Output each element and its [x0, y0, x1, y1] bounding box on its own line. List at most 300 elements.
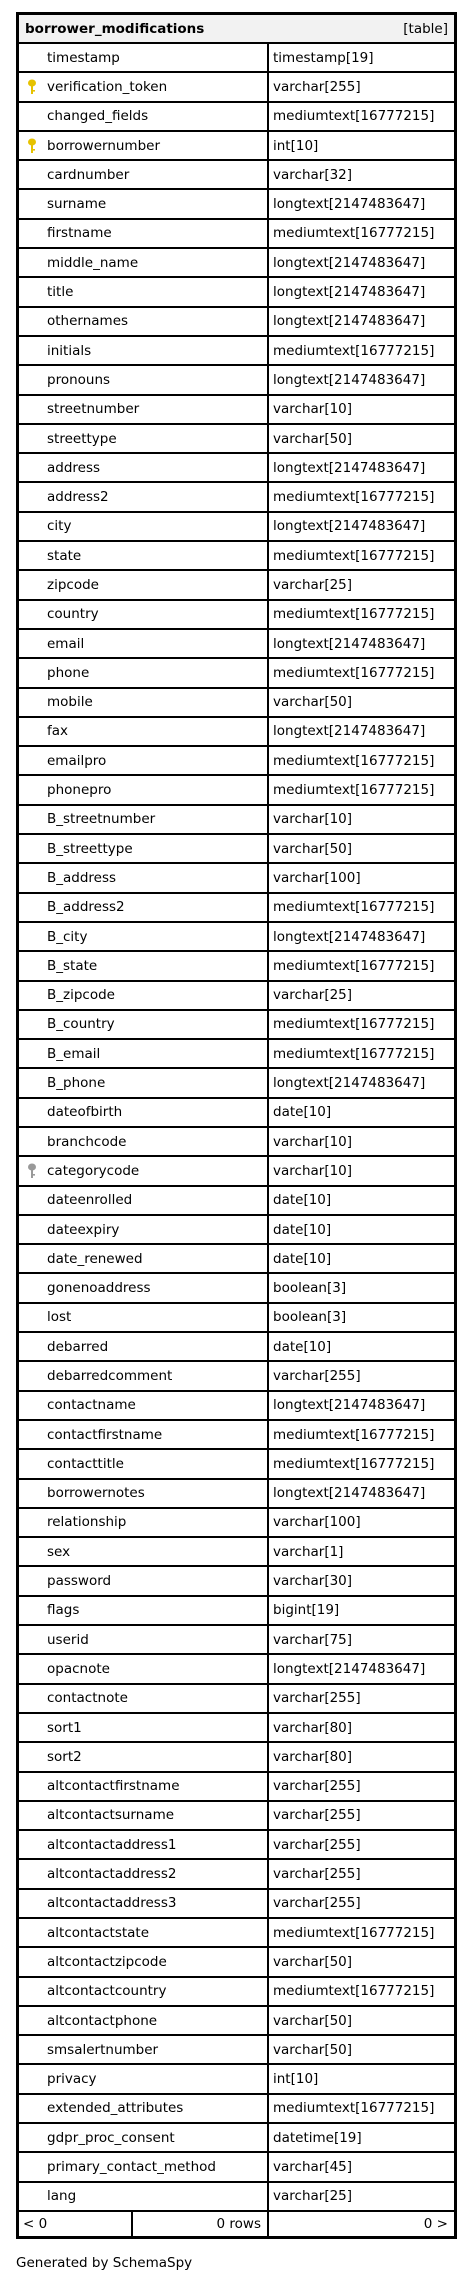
column-name[interactable]: privacy	[47, 2071, 97, 2088]
column-name[interactable]: streettype	[47, 430, 117, 447]
key-slot	[27, 1806, 47, 1824]
column-name[interactable]: password	[47, 1573, 112, 1590]
key-slot	[27, 2129, 47, 2147]
key-slot	[27, 1601, 47, 1619]
column-type: varchar[10]	[273, 1162, 353, 1179]
column-name[interactable]: address2	[47, 489, 109, 506]
generated-by-label: Generated by SchemaSpy	[16, 2255, 193, 2271]
key-slot	[27, 693, 47, 711]
column-list	[19, 44, 454, 2212]
key-slot	[27, 488, 47, 506]
column-row	[19, 835, 454, 864]
column-row	[19, 1304, 454, 1333]
column-type: longtext[2147483647]	[273, 928, 426, 945]
column-name[interactable]: surname	[47, 196, 107, 213]
column-type: varchar[255]	[273, 1895, 361, 1912]
column-type: longtext[2147483647]	[273, 196, 426, 213]
column-row	[19, 366, 454, 395]
column-row	[19, 1157, 454, 1186]
column-type: mediumtext[16777215]	[273, 1924, 435, 1941]
column-name[interactable]: altcontactaddress3	[47, 1895, 177, 1912]
column-name-cell	[19, 103, 269, 130]
column-row	[19, 689, 454, 718]
column-type: mediumtext[16777215]	[273, 225, 435, 242]
column-row	[19, 542, 454, 571]
key-slot	[27, 1221, 47, 1239]
column-row	[19, 132, 454, 161]
column-name[interactable]: country	[47, 606, 99, 623]
column-name[interactable]: borrowernotes	[47, 1485, 145, 1502]
column-row	[19, 1274, 454, 1303]
column-name-cell	[19, 1421, 269, 1448]
column-row	[19, 1099, 454, 1128]
column-name[interactable]: borrowernumber	[47, 137, 161, 154]
column-row	[19, 1538, 454, 1567]
column-row	[19, 2095, 454, 2124]
column-type: longtext[2147483647]	[273, 1075, 426, 1092]
column-name[interactable]: sort1	[47, 1719, 82, 1736]
column-name[interactable]: altcontactcountry	[47, 1983, 167, 2000]
key-slot	[27, 1074, 47, 1092]
column-name[interactable]: primary_contact_method	[47, 2159, 216, 2176]
column-name[interactable]: smsalertnumber	[47, 2041, 159, 2058]
column-row	[19, 776, 454, 805]
column-name[interactable]: altcontactaddress2	[47, 1866, 177, 1883]
column-name[interactable]: relationship	[47, 1514, 127, 1531]
column-type: date[10]	[273, 1250, 332, 1267]
key-slot	[27, 254, 47, 272]
key-slot	[27, 195, 47, 213]
column-name[interactable]: sex	[47, 1543, 71, 1560]
column-type: varchar[1]	[273, 1543, 344, 1560]
column-name-cell	[19, 1773, 269, 1800]
column-name[interactable]: phone	[47, 664, 90, 681]
key-slot	[27, 1924, 47, 1942]
column-name-cell	[19, 982, 269, 1009]
column-row	[19, 2036, 454, 2065]
column-name-cell	[19, 1831, 269, 1858]
column-row	[19, 601, 454, 630]
column-name-cell	[19, 1860, 269, 1887]
column-type: mediumtext[16777215]	[273, 899, 435, 916]
column-row	[19, 2183, 454, 2212]
key-slot	[27, 1953, 47, 1971]
column-type: mediumtext[16777215]	[273, 1426, 435, 1443]
table-kind: [table]	[403, 20, 448, 37]
column-type: mediumtext[16777215]	[273, 342, 435, 359]
column-name[interactable]: contacttitle	[47, 1455, 124, 1472]
column-name-cell	[19, 190, 269, 217]
column-name-cell	[19, 542, 269, 569]
column-type: varchar[45]	[273, 2159, 353, 2176]
column-type: longtext[2147483647]	[273, 459, 426, 476]
column-type: varchar[50]	[273, 2012, 353, 2029]
column-name[interactable]: address	[47, 459, 101, 476]
key-slot	[27, 2070, 47, 2088]
column-type: varchar[100]	[273, 1514, 361, 1531]
column-name-cell	[19, 1333, 269, 1360]
column-type: varchar[50]	[273, 694, 353, 711]
column-name-cell	[19, 923, 269, 950]
key-slot	[27, 547, 47, 565]
column-row	[19, 571, 454, 600]
column-name[interactable]: B_country	[47, 1016, 115, 1033]
column-name-cell	[19, 483, 269, 510]
column-name-cell	[19, 1011, 269, 1038]
column-name[interactable]: userid	[47, 1631, 89, 1648]
column-name[interactable]: B_state	[47, 957, 98, 974]
column-name-cell	[19, 659, 269, 686]
column-row	[19, 1597, 454, 1626]
key-slot	[27, 928, 47, 946]
column-name-cell	[19, 1216, 269, 1243]
column-row	[19, 718, 454, 747]
column-name[interactable]: B_email	[47, 1045, 101, 1062]
column-row	[19, 1802, 454, 1831]
column-row	[19, 2007, 454, 2036]
column-name[interactable]: B_address2	[47, 899, 125, 916]
key-slot	[27, 517, 47, 535]
column-name-cell	[19, 571, 269, 598]
column-row	[19, 1450, 454, 1479]
column-type: varchar[10]	[273, 401, 353, 418]
column-name-cell	[19, 2095, 269, 2122]
column-name-cell	[19, 1274, 269, 1301]
column-name[interactable]: altcontactsurname	[47, 1807, 175, 1824]
column-name[interactable]: altcontactfirstname	[47, 1778, 180, 1795]
column-name[interactable]: altcontactphone	[47, 2012, 158, 2029]
column-name[interactable]: contactfirstname	[47, 1426, 163, 1443]
key-slot	[27, 664, 47, 682]
column-name-cell	[19, 601, 269, 628]
column-name-cell	[19, 1509, 269, 1536]
primary-key-icon	[27, 78, 47, 96]
key-slot	[27, 957, 47, 975]
column-type: longtext[2147483647]	[273, 635, 426, 652]
key-slot	[27, 1836, 47, 1854]
column-name-cell	[19, 864, 269, 891]
column-name-cell	[19, 249, 269, 276]
column-name[interactable]: phonepro	[47, 782, 112, 799]
key-slot	[27, 49, 47, 67]
table-box	[16, 12, 457, 2239]
column-name[interactable]: contactnote	[47, 1690, 128, 1707]
column-name-cell	[19, 1655, 269, 1682]
column-name[interactable]: timestamp	[47, 49, 120, 66]
column-name[interactable]: debarredcomment	[47, 1368, 173, 1384]
key-slot	[27, 605, 47, 623]
column-type: varchar[80]	[273, 1748, 353, 1765]
column-name[interactable]: B_city	[47, 928, 88, 945]
key-slot	[27, 1513, 47, 1531]
column-name[interactable]: cardnumber	[47, 166, 130, 183]
column-type: mediumtext[16777215]	[273, 752, 435, 769]
key-slot	[27, 224, 47, 242]
key-slot	[27, 1982, 47, 2000]
column-name[interactable]: initials	[47, 342, 92, 359]
column-name[interactable]: altcontactaddress1	[47, 1836, 177, 1853]
column-row	[19, 1480, 454, 1509]
column-name-cell	[19, 1040, 269, 1067]
key-slot	[27, 1250, 47, 1268]
column-name-cell	[19, 1157, 269, 1184]
column-row	[19, 659, 454, 688]
column-name-cell	[19, 2153, 269, 2180]
row-count: 0 rows	[133, 2212, 269, 2236]
key-slot	[27, 1133, 47, 1151]
column-name[interactable]: altcontactzipcode	[47, 1953, 167, 1970]
key-slot	[27, 283, 47, 301]
column-name[interactable]: zipcode	[47, 576, 99, 593]
column-name-cell	[19, 308, 269, 335]
key-slot	[27, 1338, 47, 1356]
column-name[interactable]: verification_token	[47, 78, 168, 95]
column-name-cell	[19, 1362, 269, 1389]
column-name[interactable]: othernames	[47, 313, 129, 330]
column-name-cell	[19, 718, 269, 745]
column-name-cell	[19, 1802, 269, 1829]
column-type: mediumtext[16777215]	[273, 108, 435, 125]
column-row	[19, 952, 454, 981]
column-name-cell	[19, 1069, 269, 1096]
column-type: longtext[2147483647]	[273, 1397, 426, 1414]
key-slot	[27, 840, 47, 858]
column-name[interactable]: dateexpiry	[47, 1221, 120, 1238]
column-name[interactable]: middle_name	[47, 254, 139, 271]
column-name-cell	[19, 1685, 269, 1712]
key-slot	[27, 1396, 47, 1414]
parents-count[interactable]: < 0	[19, 2212, 133, 2236]
column-name-cell	[19, 1743, 269, 1770]
column-type: date[10]	[273, 1338, 332, 1355]
column-type: longtext[2147483647]	[273, 371, 426, 388]
column-row	[19, 454, 454, 483]
column-row	[19, 1890, 454, 1919]
column-name-cell	[19, 2036, 269, 2063]
column-row	[19, 1362, 454, 1391]
column-type: mediumtext[16777215]	[273, 957, 435, 974]
column-name[interactable]: date_renewed	[47, 1250, 143, 1267]
column-row	[19, 747, 454, 776]
column-row	[19, 483, 454, 512]
column-row	[19, 278, 454, 307]
key-slot	[27, 312, 47, 330]
column-type: longtext[2147483647]	[273, 284, 426, 301]
column-name[interactable]: mobile	[47, 694, 93, 711]
column-name[interactable]: changed_fields	[47, 108, 149, 125]
column-name-cell	[19, 1948, 269, 1975]
column-name-cell	[19, 1890, 269, 1917]
column-name-cell	[19, 337, 269, 364]
column-name[interactable]: dateofbirth	[47, 1104, 123, 1121]
column-name-cell	[19, 1304, 269, 1331]
column-row	[19, 1216, 454, 1245]
column-row	[19, 425, 454, 454]
column-row	[19, 1509, 454, 1538]
column-name[interactable]: gdpr_proc_consent	[47, 2129, 175, 2146]
key-slot	[27, 722, 47, 740]
column-row	[19, 513, 454, 542]
column-name[interactable]: title	[47, 284, 74, 301]
column-type: longtext[2147483647]	[273, 518, 426, 535]
column-row	[19, 1333, 454, 1362]
column-name-cell	[19, 278, 269, 305]
column-row	[19, 1655, 454, 1684]
column-type: timestamp[19]	[273, 49, 374, 66]
key-slot	[27, 107, 47, 125]
column-name[interactable]: dateenrolled	[47, 1192, 133, 1209]
column-type: varchar[255]	[273, 1778, 361, 1795]
column-name-cell	[19, 1919, 269, 1946]
column-name-cell	[19, 1099, 269, 1126]
column-row	[19, 2153, 454, 2182]
column-type: varchar[50]	[273, 840, 353, 857]
column-name[interactable]: flags	[47, 1602, 80, 1619]
column-row	[19, 1831, 454, 1860]
key-slot	[27, 371, 47, 389]
column-name-cell	[19, 2065, 269, 2092]
key-slot	[27, 1894, 47, 1912]
key-slot	[27, 1426, 47, 1444]
column-name-cell	[19, 1714, 269, 1741]
column-name[interactable]: firstname	[47, 225, 112, 242]
column-type: int[10]	[273, 2071, 319, 2088]
column-name[interactable]: state	[47, 547, 82, 564]
column-name[interactable]: emailpro	[47, 752, 107, 769]
column-name[interactable]: email	[47, 635, 85, 652]
column-name-cell	[19, 1626, 269, 1653]
children-count[interactable]: 0 >	[423, 2215, 448, 2232]
column-row	[19, 1685, 454, 1714]
column-type: mediumtext[16777215]	[273, 489, 435, 506]
column-row	[19, 923, 454, 952]
column-name[interactable]: B_streetnumber	[47, 811, 156, 828]
column-row	[19, 1948, 454, 1977]
column-type: varchar[255]	[273, 1807, 361, 1824]
column-type: varchar[10]	[273, 811, 353, 828]
column-row	[19, 864, 454, 893]
column-type: int[10]	[273, 137, 319, 154]
column-name[interactable]: lang	[47, 2188, 77, 2205]
column-type: date[10]	[273, 1192, 332, 1209]
column-row	[19, 1128, 454, 1157]
column-name-cell	[19, 1128, 269, 1155]
column-name[interactable]: B_streettype	[47, 840, 133, 857]
table-header	[19, 15, 454, 44]
column-row	[19, 1773, 454, 1802]
foreign-key-icon	[27, 1162, 47, 1180]
key-slot	[27, 1455, 47, 1473]
column-row	[19, 630, 454, 659]
key-slot	[27, 1748, 47, 1766]
column-row	[19, 220, 454, 249]
column-type: datetime[19]	[273, 2129, 362, 2146]
column-row	[19, 73, 454, 102]
column-name[interactable]: B_zipcode	[47, 987, 115, 1004]
column-name-cell	[19, 689, 269, 716]
column-name[interactable]: city	[47, 518, 72, 535]
column-name[interactable]: altcontactstate	[47, 1924, 150, 1941]
column-name[interactable]: fax	[47, 723, 69, 740]
column-type: boolean[3]	[273, 1309, 347, 1326]
column-type: boolean[3]	[273, 1280, 347, 1297]
key-slot	[27, 869, 47, 887]
column-type: mediumtext[16777215]	[273, 547, 435, 564]
column-row	[19, 1245, 454, 1274]
column-name[interactable]: B_phone	[47, 1075, 106, 1092]
column-type: mediumtext[16777215]	[273, 1983, 435, 2000]
column-name[interactable]: gonenoaddress	[47, 1280, 151, 1297]
column-name-cell	[19, 2183, 269, 2210]
column-type: date[10]	[273, 1221, 332, 1238]
column-type: varchar[25]	[273, 2188, 353, 2205]
key-slot	[27, 1279, 47, 1297]
key-slot	[27, 1719, 47, 1737]
key-slot	[27, 459, 47, 477]
column-name[interactable]: sort2	[47, 1748, 82, 1765]
column-name[interactable]: categorycode	[47, 1162, 140, 1179]
column-row	[19, 1743, 454, 1772]
column-row	[19, 249, 454, 278]
column-name[interactable]: extended_attributes	[47, 2100, 184, 2117]
column-type: varchar[25]	[273, 576, 353, 593]
column-name[interactable]: lost	[47, 1309, 72, 1326]
column-name-cell	[19, 894, 269, 921]
column-name-cell	[19, 454, 269, 481]
column-name[interactable]: contactname	[47, 1397, 136, 1414]
column-row	[19, 1978, 454, 2007]
column-row	[19, 1392, 454, 1421]
column-name-cell	[19, 161, 269, 188]
column-name-cell	[19, 425, 269, 452]
column-name-cell	[19, 132, 269, 159]
table-name[interactable]: borrower_modifications	[25, 20, 205, 37]
column-name[interactable]: debarred	[47, 1338, 109, 1355]
key-slot	[27, 1543, 47, 1561]
column-row	[19, 103, 454, 132]
key-slot	[27, 430, 47, 448]
column-name-cell	[19, 806, 269, 833]
column-type: varchar[255]	[273, 1836, 361, 1853]
column-type: longtext[2147483647]	[273, 1660, 426, 1677]
key-slot	[27, 1308, 47, 1326]
column-type: mediumtext[16777215]	[273, 2100, 435, 2117]
column-row	[19, 2065, 454, 2094]
column-name[interactable]: streetnumber	[47, 401, 140, 418]
column-row	[19, 396, 454, 425]
column-name-cell	[19, 1538, 269, 1565]
table-footer	[19, 2212, 454, 2236]
column-name-cell	[19, 1450, 269, 1477]
key-slot	[27, 342, 47, 360]
column-type: varchar[255]	[273, 1690, 361, 1707]
column-name[interactable]: opacnote	[47, 1660, 110, 1677]
key-slot	[27, 1367, 47, 1385]
column-row	[19, 982, 454, 1011]
key-slot	[27, 1015, 47, 1033]
column-row	[19, 161, 454, 190]
column-name[interactable]: pronouns	[47, 371, 111, 388]
column-type: varchar[50]	[273, 430, 353, 447]
column-name[interactable]: B_address	[47, 869, 117, 886]
column-row	[19, 1187, 454, 1216]
column-row	[19, 1626, 454, 1655]
column-type: varchar[255]	[273, 78, 361, 95]
column-row	[19, 1011, 454, 1040]
column-type: varchar[25]	[273, 987, 353, 1004]
column-name[interactable]: branchcode	[47, 1133, 127, 1150]
column-type: longtext[2147483647]	[273, 254, 426, 271]
